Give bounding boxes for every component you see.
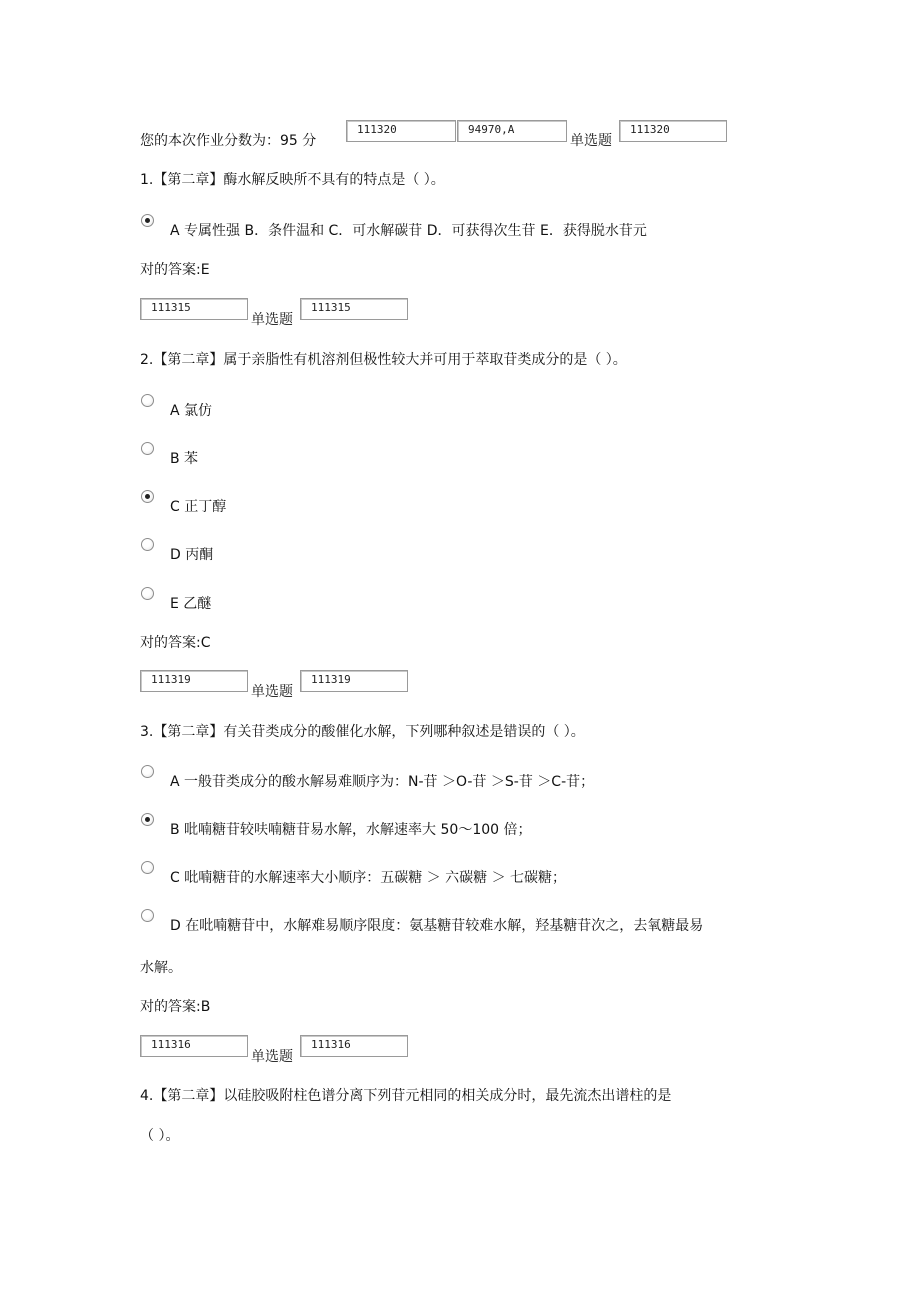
id-field[interactable]: 111316: [140, 1035, 248, 1057]
option-label: B 苯: [170, 451, 199, 467]
option-label: D 丙酮: [170, 547, 214, 563]
id-field-1[interactable]: 111320: [346, 120, 456, 142]
answer-field[interactable]: 94970,A: [457, 120, 567, 142]
question-title: 2.【第二章】属于亲脂性有机溶剂但极性较大并可用于萃取苷类成分的是（ ）。: [140, 352, 627, 368]
question-type-label: 单选题: [251, 312, 293, 328]
id-field[interactable]: 111315: [140, 298, 248, 320]
id-field[interactable]: 111316: [300, 1035, 408, 1057]
question-type-label: 单选题: [251, 684, 293, 700]
option-label: A 一般苷类成分的酸水解易难顺序为：N-苷 ＞O-苷 ＞S-苷 ＞C-苷；: [170, 774, 595, 790]
option-label: E 乙醚: [170, 596, 212, 612]
question-type-label: 单选题: [251, 1049, 293, 1065]
option-label: C 吡喃糖苷的水解速率大小顺序：五碳糖 ＞ 六碳糖 ＞ 七碳糖；: [170, 870, 567, 886]
id-field[interactable]: 111315: [300, 298, 408, 320]
radio-option-a[interactable]: [141, 214, 154, 227]
radio-option-a[interactable]: [141, 394, 154, 407]
option-label-continuation: 水解。: [140, 960, 182, 976]
correct-answer: 对的答案:B: [140, 999, 211, 1015]
question-type-label: 单选题: [570, 133, 612, 149]
question-title-continuation: （ ）。: [140, 1128, 180, 1144]
id-field[interactable]: 111319: [140, 670, 248, 692]
question-title: 1.【第二章】酶水解反映所不具有的特点是（ ）。: [140, 172, 445, 188]
question-title: 3.【第二章】有关苷类成分的酸催化水解，下列哪种叙述是错误的（ ）。: [140, 724, 585, 740]
radio-option-c[interactable]: [141, 861, 154, 874]
correct-answer: 对的答案:E: [140, 262, 210, 278]
correct-answer: 对的答案:C: [140, 635, 211, 651]
radio-option-c[interactable]: [141, 490, 154, 503]
score-label: 您的本次作业分数为：95 分: [140, 133, 317, 149]
radio-option-d[interactable]: [141, 538, 154, 551]
option-label: A 氯仿: [170, 403, 213, 419]
radio-option-b[interactable]: [141, 442, 154, 455]
option-label: C 正丁醇: [170, 499, 227, 515]
question-title: 4.【第二章】以硅胶吸附柱色谱分离下列苷元相同的相关成分时，最先流杰出谱柱的是: [140, 1088, 672, 1104]
option-label: B 吡喃糖苷较呋喃糖苷易水解，水解速率大 50～100 倍；: [170, 822, 532, 838]
radio-option-b[interactable]: [141, 813, 154, 826]
option-label: A 专属性强 B．条件温和 C．可水解碳苷 D．可获得次生苷 E．获得脱水苷元: [170, 223, 647, 239]
radio-option-e[interactable]: [141, 587, 154, 600]
radio-option-d[interactable]: [141, 909, 154, 922]
option-label: D 在吡喃糖苷中，水解难易顺序限度：氨基糖苷较难水解，羟基糖苷次之，去氧糖最易: [170, 918, 704, 934]
id-field[interactable]: 111319: [300, 670, 408, 692]
radio-option-a[interactable]: [141, 765, 154, 778]
id-field-2[interactable]: 111320: [619, 120, 727, 142]
